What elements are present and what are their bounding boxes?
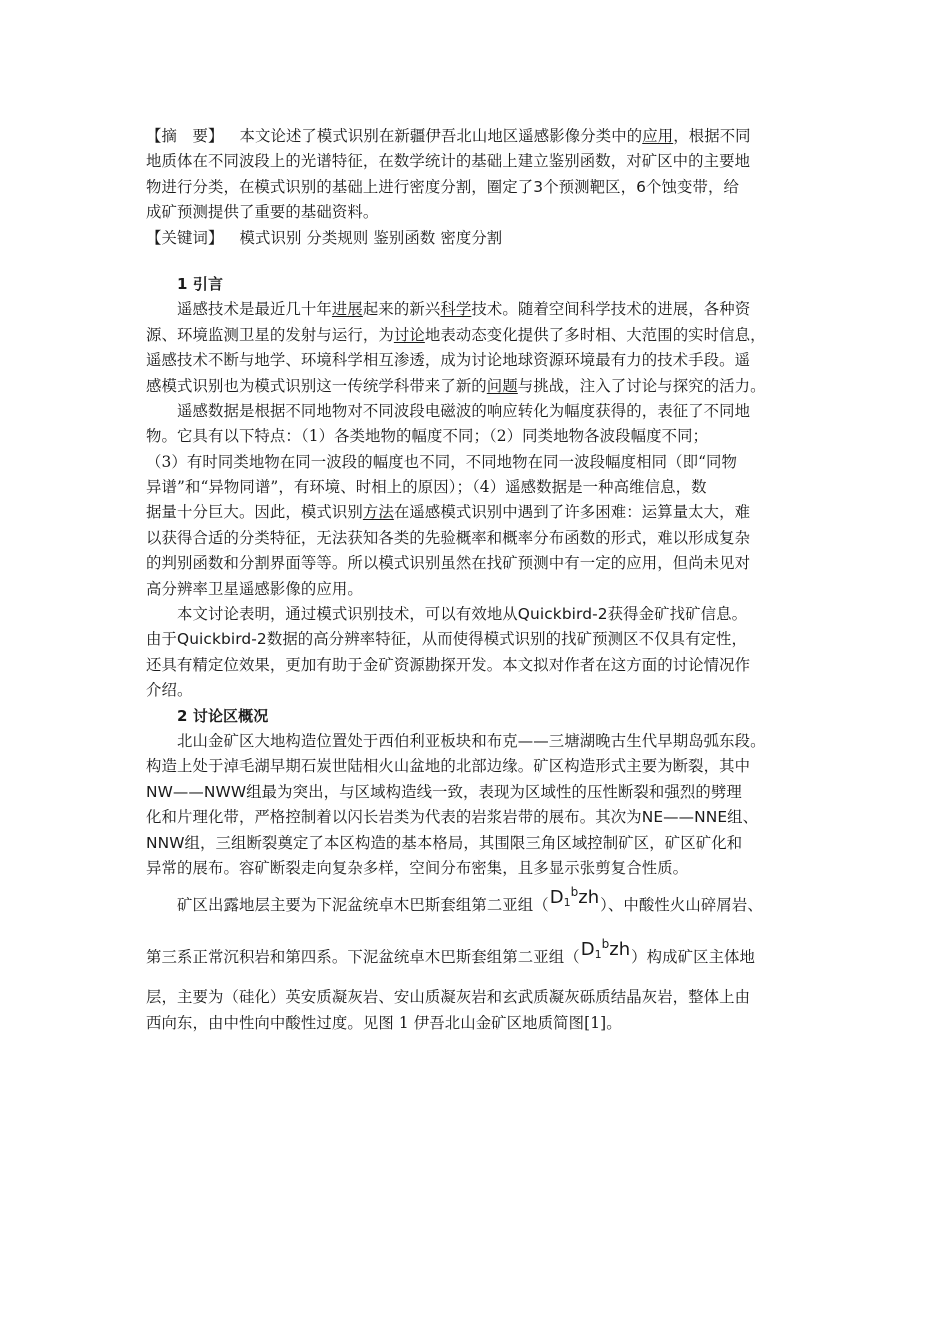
paragraph-line — [146, 653, 816, 678]
body-text: 以获得合适的分类特征，无法获知各类的先验概率和概率分布函数的形式，难以形成复杂 — [146, 528, 751, 547]
body-text: 介绍。 — [146, 681, 193, 700]
stratum-formula — [581, 932, 630, 967]
body-text: 层，主要为（硅化）英安质凝灰岩、安山质凝灰岩和玄武质凝灰砾质结晶灰岩，整体上由 — [146, 988, 751, 1007]
body-text: 化和片理化带，严格控制着以闪长岩类为代表的岩浆岩带的展布。其次为 — [146, 808, 642, 827]
paragraph-line — [146, 602, 816, 627]
body-text: 高分辨率卫星遥感影像的应用。 — [146, 579, 363, 598]
body-text: 在遥感模式识别中遇到了许多困难：运算量太大，难 — [393, 503, 751, 522]
link-jinzhan[interactable]: 进展 — [331, 300, 363, 319]
paragraph-line — [146, 729, 816, 754]
body-text: 本文讨论表明，通过模式识别技术，可以有效地从 — [177, 605, 518, 624]
body-text: 由于 — [146, 630, 177, 649]
body-text: 遥感数据是根据不同地物对不同波段电磁波的响应转化为幅度获得的，表征了不同地 — [177, 401, 751, 420]
paragraph-line — [146, 348, 816, 373]
body-text: 遥感技术是最近几十年 — [177, 300, 332, 319]
abstract-text: 个预测靶区， — [543, 177, 637, 196]
paragraph-line — [146, 399, 816, 424]
paragraph-line — [146, 424, 816, 449]
body-text: 起来的新兴 — [362, 300, 441, 319]
fault-group: NNW — [146, 833, 185, 852]
formula-sup: b — [601, 937, 610, 952]
paragraph-line — [146, 933, 816, 985]
abstract-text: 物进行分类，在模式识别的基础上进行密度分割，圈定了 — [146, 177, 534, 196]
body-text: 的判别函数和分割界面等等。所以模式识别虽然在找矿预测中有一定的应用，但尚未见对 — [146, 554, 751, 573]
link-wenti[interactable]: 问题 — [486, 376, 518, 395]
paragraph-line — [146, 551, 816, 576]
satellite-name: Quickbird-2 — [176, 630, 267, 649]
body-text: 感模式识别也为模式识别这一传统学科带来了新的 — [146, 376, 487, 395]
paragraph-line — [146, 500, 816, 525]
fault-group: NW——NWW — [146, 782, 247, 801]
body-text: 数据的高分辨率特征，从而使得模式识别的找矿预测区不仅具有定性， — [266, 630, 748, 649]
body-text: 遥感技术不断与地学、环境科学相互渗透，成为讨论地球资源环境最有力的技术手段。遥 — [146, 351, 751, 370]
formula-sub: 1 — [594, 948, 602, 962]
body-text: 组最为突出，与区域构造线一致，表现为区域性的压性断裂和强烈的劈理 — [246, 782, 742, 801]
abstract-text: 本文论述了模式识别在新疆伊吾北山地区遥感影像分类中的 — [239, 127, 643, 145]
body-text: 矿区出露地层主要为下泥盆统卓木巴斯套组第二亚组（ — [177, 896, 549, 915]
paragraph-line — [146, 805, 816, 830]
stratum-formula — [550, 880, 599, 915]
paragraph-line — [146, 1011, 816, 1036]
keywords-text: 模式识别 分类规则 鉴别函数 密度分割 — [239, 228, 503, 247]
body-text: （3）有时同类地物在同一波段的幅度也不同，不同地物在同一波段幅度相同（即“同物 — [146, 452, 738, 471]
formula-sup: b — [570, 885, 579, 900]
body-text: 与挑战，注入了讨论与探究的活力。 — [517, 376, 766, 395]
paragraph-line — [146, 475, 816, 500]
abstract-label: 【摘 要】 — [146, 127, 224, 145]
formula-sub: 1 — [563, 896, 571, 910]
abstract-text: 个蚀变带，给 — [646, 177, 739, 196]
paragraph-line — [146, 881, 816, 933]
body-text: 获得金矿找矿信息。 — [607, 605, 748, 624]
body-text: 第三系正常沉积岩和第四系。下泥盆统卓木巴斯套组第二亚组（ — [146, 948, 580, 967]
paragraph-line — [146, 678, 816, 703]
link-yingyong[interactable]: 应用 — [642, 127, 674, 145]
body-text: 组、 — [727, 808, 759, 827]
abstract-line-3 — [146, 175, 816, 200]
zone-count: 6 — [636, 177, 647, 196]
keywords-label: 【关键词】 — [146, 228, 224, 247]
paragraph-line — [146, 754, 816, 779]
link-taolun[interactable]: 讨论 — [393, 325, 425, 344]
body-text: 据量十分巨大。因此，模式识别 — [146, 503, 363, 522]
paragraph-line — [146, 526, 816, 551]
paragraph-line — [146, 374, 816, 399]
satellite-name: Quickbird-2 — [517, 605, 608, 624]
body-text: 源、环境监测卫星的发射与运行，为 — [146, 325, 394, 344]
formula-base: D — [549, 887, 564, 909]
paragraph-line — [146, 577, 816, 602]
formula-tail: zh — [609, 939, 631, 961]
abstract-line-2 — [146, 149, 816, 174]
abstract-text: 成矿预测提供了重要的基础资料。 — [146, 203, 379, 222]
paragraph-line — [146, 297, 816, 322]
body-text: 组，三组断裂奠定了本区构造的基本格局，其围限三角区域控制矿区，矿区矿化和 — [184, 833, 743, 852]
body-text: 异谱”和“异物同谱”，有环境、时相上的原因）；（4）遥感数据是一种高维信息，数 — [146, 478, 707, 497]
body-text: 技术。随着空间科学技术的进展，各种资 — [471, 300, 751, 319]
body-text: ）、中酸性火山碎屑岩、 — [600, 896, 763, 915]
body-text: 西向东，由中性向中酸性过度。见图 1 伊吾北山金矿区地质简图[1]。 — [146, 1013, 622, 1032]
link-kexue[interactable]: 科学 — [440, 300, 472, 319]
link-fangfa[interactable]: 方法 — [362, 503, 394, 522]
document-page — [146, 124, 816, 1036]
keywords-line — [146, 226, 816, 251]
paragraph-line — [146, 627, 816, 652]
target-count: 3 — [533, 177, 544, 196]
paragraph-line — [146, 856, 816, 881]
body-text: 地表动态变化提供了多时相、大范围的实时信息， — [424, 325, 766, 344]
paragraph-line — [146, 780, 816, 805]
abstract-line-1 — [146, 124, 816, 149]
paragraph-line — [146, 450, 816, 475]
abstract-line-4 — [146, 200, 816, 225]
formula-tail: zh — [578, 887, 600, 909]
body-text: 北山金矿区大地构造位置处于西伯利亚板块和布克——三塘湖晚古生代早期岛弧东段。 — [177, 731, 766, 750]
abstract-text: ，根据不同 — [673, 127, 751, 145]
section-heading-study-area: 2 讨论区概况 — [177, 706, 269, 725]
body-text: 还具有精定位效果，更加有助于金矿资源勘探开发。本文拟对作者在这方面的讨论情况作 — [146, 655, 751, 674]
paragraph-line — [146, 323, 816, 348]
fault-group: NE——NNE — [641, 808, 728, 827]
abstract-text: 地质体在不同波段上的光谱特征，在数学统计的基础上建立鉴别函数，对矿区中的主要地 — [146, 152, 751, 171]
section-heading-introduction: 1 引言 — [177, 274, 224, 293]
body-text: ）构成矿区主体地 — [631, 948, 756, 967]
paragraph-line — [146, 831, 816, 856]
body-text: 构造上处于淖毛湖早期石炭世陆相火山盆地的北部边缘。矿区构造形式主要为断裂，其中 — [146, 757, 751, 776]
body-text: 异常的展布。容矿断裂走向复杂多样，空间分布密集，且多显示张剪复合性质。 — [146, 858, 689, 877]
paragraph-line — [146, 985, 816, 1010]
formula-base: D — [580, 939, 595, 961]
body-text: 物。它具有以下特点：（1）各类地物的幅度不同；（2）同类地物各波段幅度不同； — [146, 427, 709, 446]
